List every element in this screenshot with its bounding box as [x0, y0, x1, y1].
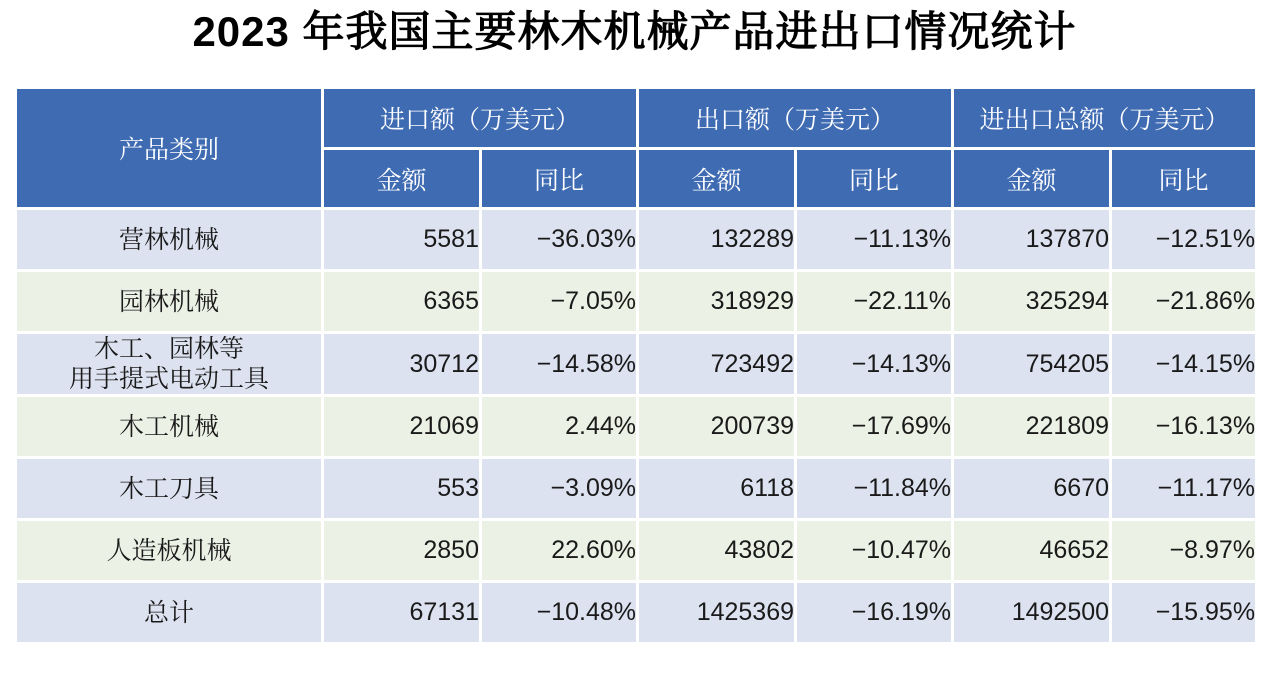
- export-yoy-cell: −16.19%: [796, 582, 953, 644]
- total-yoy-cell: −14.15%: [1111, 333, 1257, 396]
- table-row: [16, 458, 1257, 520]
- total-amount-cell: 221809: [953, 396, 1111, 458]
- header-group-row: [16, 88, 1257, 149]
- export-yoy-cell: −14.13%: [796, 333, 953, 396]
- export-yoy-cell: −11.84%: [796, 458, 953, 520]
- export-amount-cell: 723492: [638, 333, 796, 396]
- export-amount-cell: 200739: [638, 396, 796, 458]
- import-amount-cell: 2850: [323, 520, 481, 582]
- import-yoy-cell: −36.03%: [481, 209, 638, 271]
- export-yoy-cell: −10.47%: [796, 520, 953, 582]
- table-row: [16, 333, 1257, 396]
- export-amount-cell: 43802: [638, 520, 796, 582]
- product-name-line: 木工刀具: [118, 474, 219, 503]
- table-row: [16, 396, 1257, 458]
- table-row: [16, 582, 1257, 644]
- table-row: [16, 520, 1257, 582]
- export-yoy-cell: −22.11%: [796, 271, 953, 333]
- import-amount-cell: 5581: [323, 209, 481, 271]
- table-body: [16, 209, 1257, 644]
- column-header-import-yoy: 同比: [481, 149, 638, 209]
- total-amount-cell: 754205: [953, 333, 1111, 396]
- export-amount-cell: 132289: [638, 209, 796, 271]
- table-row: [16, 271, 1257, 333]
- import-amount-cell: 30712: [323, 333, 481, 396]
- export-yoy-cell: −17.69%: [796, 396, 953, 458]
- total-amount-cell: 46652: [953, 520, 1111, 582]
- total-amount-cell: 325294: [953, 271, 1111, 333]
- product-name-line: 营林机械: [118, 225, 219, 254]
- import-amount-cell: 553: [323, 458, 481, 520]
- product-name-cell: [16, 520, 323, 582]
- product-name-line: 用手提式电动工具: [68, 365, 269, 393]
- column-header-import-amount: 金额: [323, 149, 481, 209]
- product-name-cell: [16, 209, 323, 271]
- column-group-total: 进出口总额（万美元）: [953, 88, 1257, 149]
- total-amount-cell: 6670: [953, 458, 1111, 520]
- product-name-line: 园林机械: [118, 287, 219, 316]
- table-header: [16, 88, 1257, 209]
- statistics-table: [14, 86, 1258, 645]
- total-yoy-cell: −11.17%: [1111, 458, 1257, 520]
- product-name-cell: [16, 333, 323, 396]
- column-header-export-yoy: 同比: [796, 149, 953, 209]
- export-yoy-cell: −11.13%: [796, 209, 953, 271]
- product-name-line: 总计: [143, 598, 194, 627]
- product-name-cell: [16, 582, 323, 644]
- import-yoy-cell: −3.09%: [481, 458, 638, 520]
- import-yoy-cell: 2.44%: [481, 396, 638, 458]
- total-amount-cell: 1492500: [953, 582, 1111, 644]
- import-yoy-cell: 22.60%: [481, 520, 638, 582]
- total-yoy-cell: −15.95%: [1111, 582, 1257, 644]
- import-yoy-cell: −10.48%: [481, 582, 638, 644]
- import-yoy-cell: −14.58%: [481, 333, 638, 396]
- column-header-total-amount: 金额: [953, 149, 1111, 209]
- column-header-total-yoy: 同比: [1111, 149, 1257, 209]
- product-name-cell: [16, 458, 323, 520]
- column-group-export: 出口额（万美元）: [638, 88, 953, 149]
- page-title: 2023 年我国主要林木机械产品进出口情况统计: [192, 8, 1077, 55]
- import-amount-cell: 21069: [323, 396, 481, 458]
- import-yoy-cell: −7.05%: [481, 271, 638, 333]
- total-yoy-cell: −21.86%: [1111, 271, 1257, 333]
- total-amount-cell: 137870: [953, 209, 1111, 271]
- total-yoy-cell: −16.13%: [1111, 396, 1257, 458]
- column-header-product: 产品类别: [16, 88, 323, 209]
- export-amount-cell: 318929: [638, 271, 796, 333]
- total-yoy-cell: −8.97%: [1111, 520, 1257, 582]
- import-amount-cell: 6365: [323, 271, 481, 333]
- export-amount-cell: 1425369: [638, 582, 796, 644]
- column-group-import: 进口额（万美元）: [323, 88, 638, 149]
- product-name-line: 木工机械: [118, 412, 219, 441]
- export-amount-cell: 6118: [638, 458, 796, 520]
- product-name-line: 木工、园林等: [93, 335, 244, 363]
- product-name-cell: [16, 396, 323, 458]
- total-yoy-cell: −12.51%: [1111, 209, 1257, 271]
- table-row: [16, 209, 1257, 271]
- product-name-cell: [16, 271, 323, 333]
- column-header-export-amount: 金额: [638, 149, 796, 209]
- import-amount-cell: 67131: [323, 582, 481, 644]
- product-name-line: 人造板机械: [106, 536, 232, 565]
